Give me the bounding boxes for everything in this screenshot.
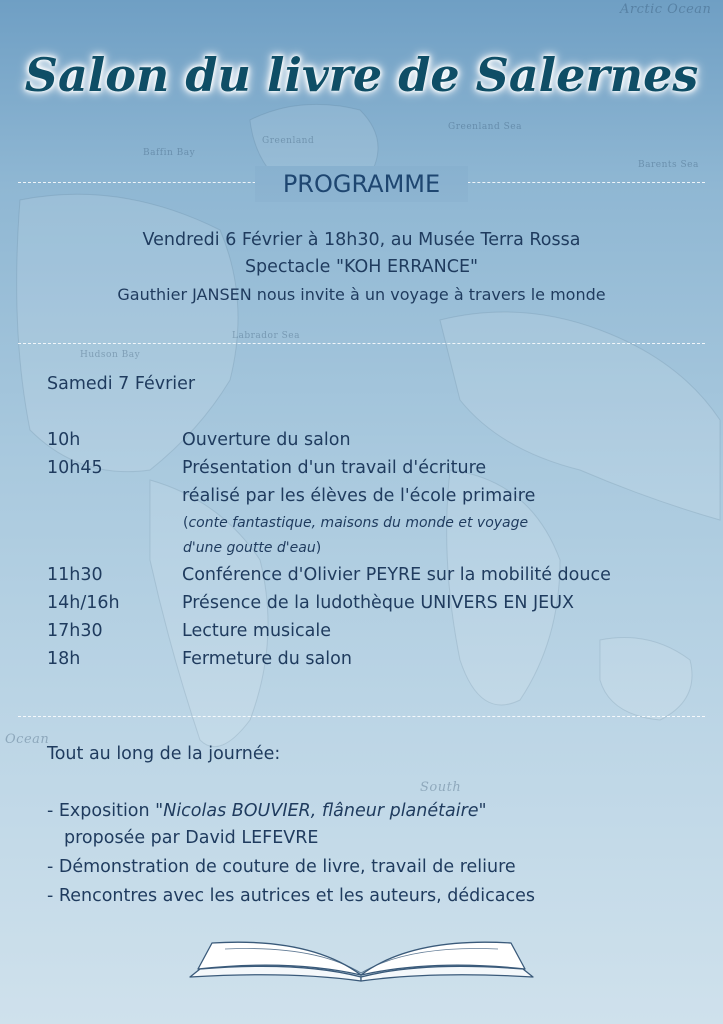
schedule-row (47, 430, 707, 456)
allday-item-exposition-line2: proposée par David LEFEVRE (64, 828, 319, 848)
allday-item-exposition: - Exposition "Nicolas BOUVIER, flâneur planétaire" (47, 801, 487, 821)
map-label-labrador: Labrador Sea (232, 331, 300, 341)
map-label-greenland: Greenland (262, 136, 315, 146)
map-label-arctic: Arctic Ocean (620, 2, 712, 17)
exposition-title: Nicolas BOUVIER, flâneur planétaire (163, 801, 479, 821)
schedule-row (47, 649, 707, 675)
allday-item-rencontres: - Rencontres avec les autrices et les auteurs, dédicaces (47, 886, 535, 906)
allday-item-demonstration: - Démonstration de couture de livre, travail de reliure (47, 857, 516, 877)
map-label-greenland-sea: Greenland Sea (448, 122, 522, 132)
map-label-baffin: Baffin Bay (143, 148, 196, 158)
event-title: Salon du livre de Salernes (24, 48, 699, 102)
schedule-row (47, 621, 707, 647)
schedule-time: 17h30 (47, 621, 103, 641)
schedule-row-continued (47, 486, 707, 512)
friday-line-2: Spectacle "KOH ERRANCE" (244, 257, 479, 277)
schedule-desc: Présentation d'un travail d'écriture (182, 458, 487, 478)
allday-heading: Tout au long de la journée: (47, 744, 281, 764)
friday-line-3: Gauthier JANSEN nous invite à un voyage à travers le monde (117, 285, 606, 304)
open-book-icon (180, 933, 543, 983)
friday-line-1: Vendredi 6 Février à 18h30, au Musée Terra Rossa (142, 230, 581, 250)
schedule-time: 14h/16h (47, 593, 120, 613)
schedule-desc: Conférence d'Olivier PEYRE sur la mobilité douce (182, 565, 611, 585)
schedule-time: 11h30 (47, 565, 103, 585)
divider-middle (18, 343, 705, 344)
schedule-note-line-1: (conte fantastique, maisons du monde et voyage (183, 515, 529, 531)
map-label-barents: Barents Sea (638, 160, 699, 170)
divider-bottom (18, 716, 705, 717)
schedule-row (47, 565, 707, 591)
schedule-time: 10h45 (47, 458, 103, 478)
schedule-time: 18h (47, 649, 81, 669)
saturday-heading: Samedi 7 Février (47, 374, 196, 394)
schedule-note-line-2: d'une goutte d'eau) (183, 540, 322, 556)
schedule-desc: Présence de la ludothèque UNIVERS EN JEUX (182, 593, 574, 613)
schedule-desc: Lecture musicale (182, 621, 332, 641)
schedule-row (47, 458, 707, 484)
schedule-desc-line2: réalisé par les élèves de l'école primaire (182, 486, 536, 506)
map-label-south: South (420, 780, 462, 795)
schedule-row (47, 593, 707, 619)
schedule-desc: Fermeture du salon (182, 649, 352, 669)
map-label-hudson: Hudson Bay (80, 350, 141, 360)
programme-heading: PROGRAMME (255, 166, 468, 202)
schedule-time: 10h (47, 430, 81, 450)
map-label-ocean: Ocean (5, 732, 50, 747)
schedule-desc: Ouverture du salon (182, 430, 351, 450)
